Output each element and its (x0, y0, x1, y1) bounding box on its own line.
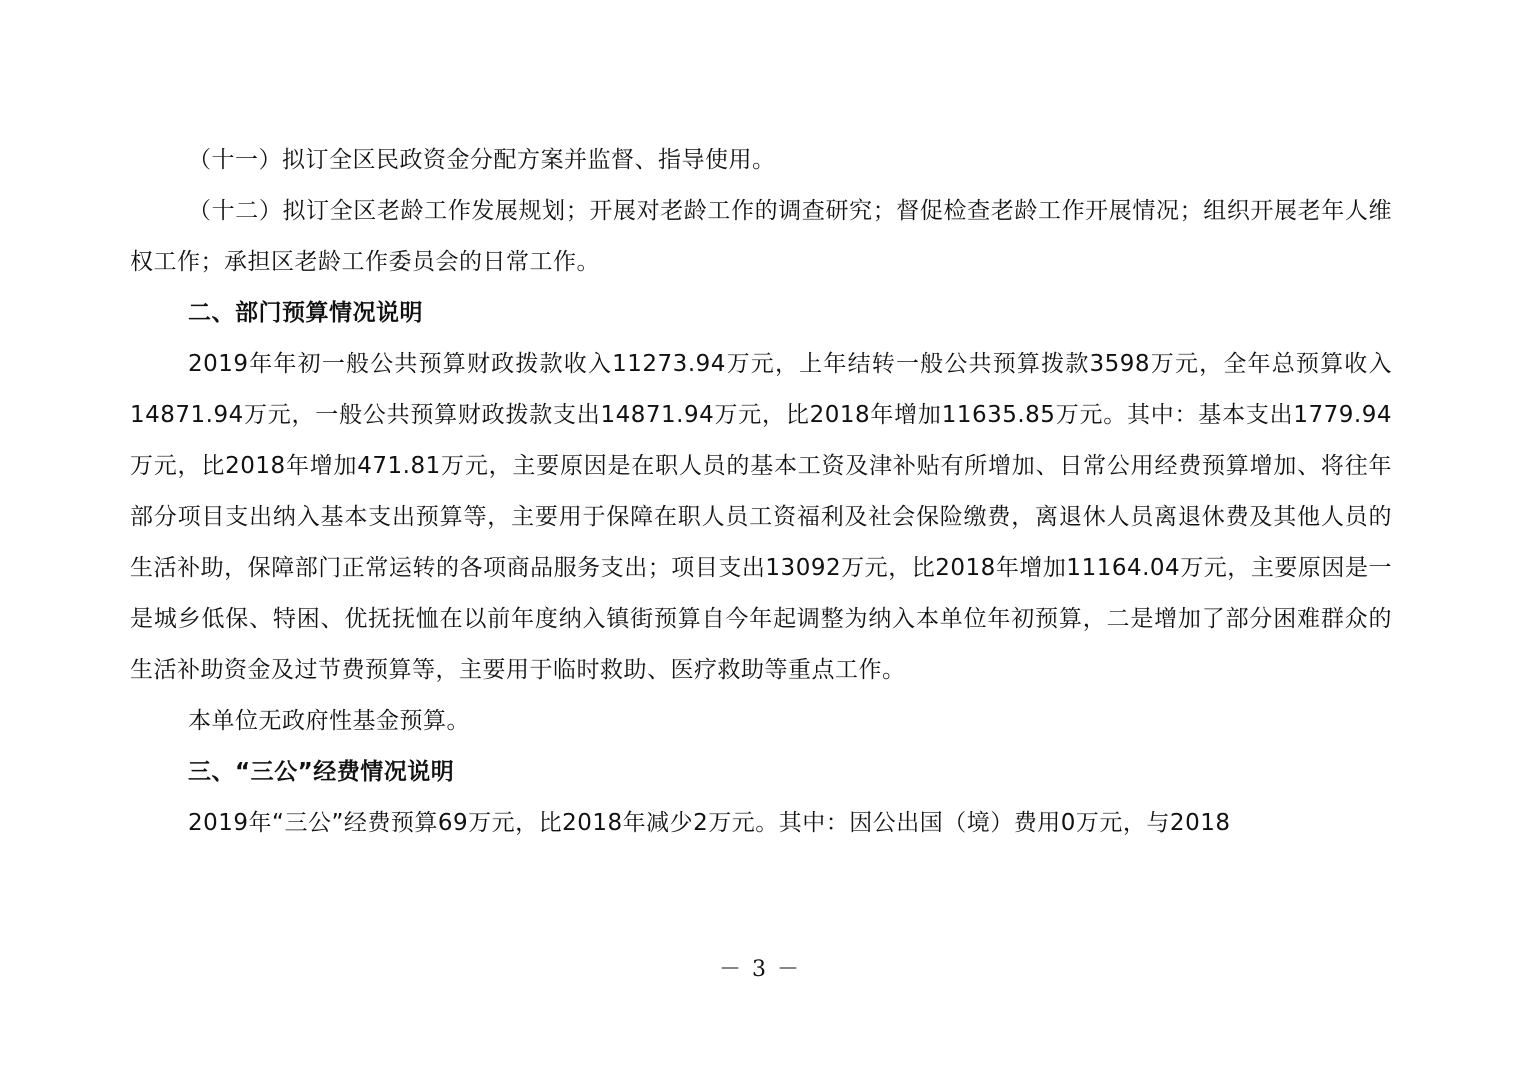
paragraph-budget-details: 2019年年初一般公共预算财政拨款收入11273.94万元，上年结转一般公共预算拨款3598万元，全年总预算收入14871.94万元，一般公共预算财政拨款支出14871.94万元，比2018年增加11635.85万元。其中：基本支出1779.94万元，比2018年增加471.81万元，主要原因是在职人员的基本工资及津补贴有所增加、日常公用经费预算增加、将往年部分项目支出纳入基本支出预算等，主要用于保障在职人员工资福利及社会保险缴费，离退休人员离退休费及其他人员的生活补助，保障部门正常运转的各项商品服务支出；项目支出13092万元，比2018年增加11164.04万元，主要原因是一是城乡低保、特困、优抚抚恤在以前年度纳入镇街预算自今年起调整为纳入本单位年初预算，二是增加了部分困难群众的生活补助资金及过节费预算等，主要用于临时救助、医疗救助等重点工作。 (130, 351, 1392, 683)
section-heading-sangong: 三、“三公”经费情况说明 (188, 759, 455, 785)
section-heading-budget: 二、部门预算情况说明 (188, 300, 423, 326)
paragraph-no-fund-budget: 本单位无政府性基金预算。 (188, 708, 470, 734)
document-body (130, 135, 1392, 849)
page-number: － 3 － (719, 957, 801, 982)
paragraph-item-12: （十二）拟订全区老龄工作发展规划；开展对老龄工作的调查研究；督促检查老龄工作开展情况；组织开展老年人维权工作；承担区老龄工作委员会的日常工作。 (130, 198, 1392, 275)
paragraph-item-11: （十一）拟订全区民政资金分配方案并监督、指导使用。 (188, 147, 776, 173)
paragraph-sangong-details: 2019年“三公”经费预算69万元，比2018年减少2万元。其中：因公出国（境）费用0万元，与2018 (188, 810, 1231, 836)
